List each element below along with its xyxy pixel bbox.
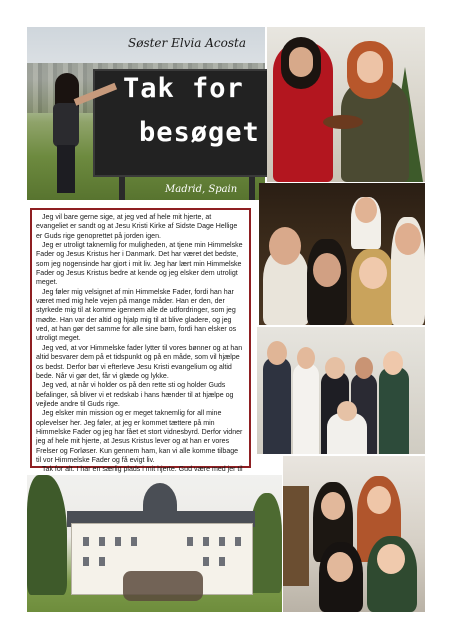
sign-text-line2: besøget — [139, 117, 260, 148]
bookshelf — [283, 486, 309, 586]
page-title: Søster Elvia Acosta — [128, 36, 247, 50]
paragraph: Jeg er utroligt taknemlig for muligheden, at tjene min Himmelske Fader og Jesus Kristus her i Danmark. Det har været det bedste, som jeg nogensinde har gjort i mit liv. Jeg har lært min Himmelske Fader og Jesus Kristus bedre at kende og jeg elsker dem utroligt meget. — [36, 242, 243, 287]
paragraph: Jeg ved, at når vi holder os på den rette sti og holder Guds befalinger, så bliver vi et redskab i hans hænder til at hjælpe og vejlede andre til Guds rige. — [36, 382, 234, 408]
sister-figure — [49, 73, 85, 193]
castle-tower — [143, 483, 177, 527]
group-of-people — [123, 571, 203, 601]
tree-left — [27, 475, 67, 595]
paragraph: Jeg føler mig velsignet af min Himmelske Fader, fordi han har været med mig hele vejen på mange måder. Han er den, der styrkede mig til at komme igennem alle de udfordringer, som jeg mødte. Han var der altid og hjalp mig til at blive gladere, og jeg ved, at han gør det samme for alle sine børn, fordi han elsker os utroligt meget. — [36, 288, 237, 343]
paragraph: Jeg vil bare gerne sige, at jeg ved af hele mit hjerte, at evangeliet er sandt og at Jesu Kristi Kirke af Sidste Dage Hellige er Guds rige genoprettet på jorden igen. — [36, 214, 238, 240]
paragraph: Jeg ved, at vor Himmelske fader lytter til vores bønner og at han altid besvarer dem på et tidspunkt og på en måde, som vil hjælpe os bedst. Derfor bør vi efterleve Jesu Kristi evangelium og altid bede. Når vi gør det, får vi glæde og lykke. — [36, 344, 243, 380]
photo-group-selfie — [259, 183, 425, 325]
photo-location-caption: Madrid, Spain — [165, 184, 238, 195]
paragraph: Tak for alt. I har en særlig plads i mit hjerte. Gud være med jer til — [42, 466, 243, 474]
sign-text-line1: Tak for — [123, 73, 244, 104]
sign-photo — [27, 27, 265, 200]
paragraph: Jeg elsker min mission og er meget taknemlig for all mine oplevelser her. Jeg føler, at jeg er kommet tættere på min Himmelske Fader og jeg har fået et stort vidnesbyrd. Derfor vidner jeg af hele mit hjerte, at Jesus Kristus lever og at han er vores Frelser og Forløser. Kun gennem ham, kan vi alle komme tilbage til vor Himmelske Fader og få evigt liv. — [36, 410, 243, 464]
photo-sisters-fun — [283, 456, 425, 612]
testimony-text-box — [30, 208, 251, 474]
photo-two-sisters — [267, 27, 425, 182]
tree-right — [249, 493, 282, 593]
food-plate — [323, 115, 363, 129]
photo-ward-members — [257, 327, 425, 454]
photo-castle-group — [27, 475, 282, 612]
